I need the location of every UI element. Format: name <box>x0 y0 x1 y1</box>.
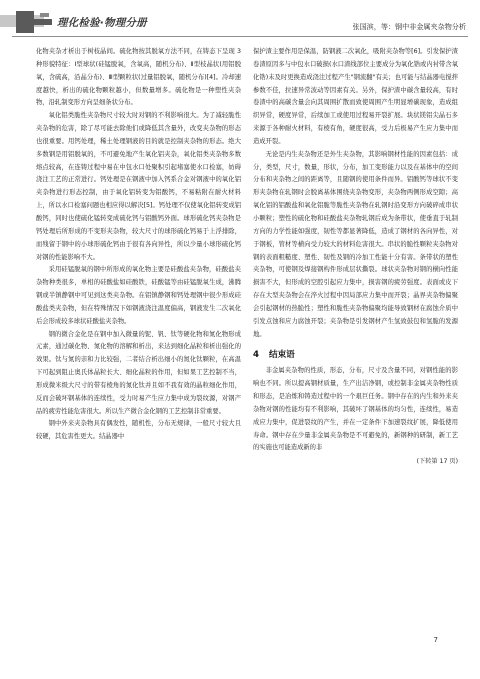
paragraph: 化物夹杂才析出于树枝晶间。硫化物按其脱氧方法不同，在铸态下呈现 3 种形貌特征：Ⅰ型球状(硅锰脱氧，含氧高，随机分布)、Ⅱ型枝晶状(用铝脱氧，含硫高，沿晶分布)、Ⅲ型颗粒状(过量铝脱氧，随机分布)[4]。冷却速度越快，析出的硫化物颗粒越小，但数量增多。硫化物是一种塑性夹杂物，沿轧制变形方向呈细条状分布。 <box>36 48 241 107</box>
page-number: 7 <box>433 636 438 644</box>
paragraph: 氧化铝类脆性夹杂物尺寸较大时对钢的不利影响很大。为了减轻脆性夹杂物的危害，除了尽可能去除他们或降低其含量外，改变夹杂物的形态也很重要。用钙处理，稀土处理钢液的目的就是控制夹杂物的形态。绝大多数钢是用铝脱氧的，不可避免地产生氧化铝夹杂，氧化铝类夹杂物多数熔点较高，在连铸过程中易在中包水口处聚积引起堵塞使水口检塞，妨碍浇注工艺的正常进行。钙处理是在钢液中加入钙系合金对钢液中的氧化铝夹杂物进行形态控制，由于氧化铝转变为铝酸钙，不易粘附在耐火材料上，所以水口检塞问题也相应得以解决[5]。钙处理不仅使氧化铝转变成铝酸钙，同时也使硫化锰转变成硫化钙与铝酸钙外面。球形硫化钙夹杂物是钙处理后所形成的不变形夹杂物，较大尺寸的球形硫化钙易于上浮排除，而残留于钢中的小球形硫化钙由于很有各向异性，所以少量小球形硫化钙对钢的性能影响不大。 <box>36 112 241 261</box>
paragraph: 钢中外来夹杂物具有偶发性，随机性，分布无规律，一般尺寸较大且较硬，其危害性更大。结晶器中 <box>36 420 241 441</box>
paragraph: 保护渣主要作用是保温，防钢液二次氧化，吸附夹杂物等[6]。引发保护渣卷渣原因多与中包水口破损(水口渣线部位主要成分为氧化锆或内衬带含氧化锆)未及时更换造成浇注过程产生"钢流翻"有关；也可能与结晶器电搅拌参数不佳，拉速异常波动等因素有关。另外，保护渣中碳含量较高，有时卷渣中的高碳含量会向其周围扩散而致使周围产生明显增碳现象，造成组织异常，硬度异常，后续加工或使用过程易开裂扩展。块状镁铝尖晶石多来源于各种耐火材料，有棱有角，硬度很高，受力后极易产生应力集中而造成开裂。 <box>253 48 458 145</box>
paragraph: 非金属夹杂物的性质，形态，分布，尺寸及含量不同，对钢性能的影响也不同。所以提高钢材质量，生产出洁净钢，或控制非金属夹杂物性质和形态，是冶炼和铸造过程中的一个艰巨任务。钢中存在的内生和外来夹杂物对钢的性能均有不利影响，其破坏了钢基体的均匀性，连续性，易造成应力集中，促进裂纹的产生，并在一定条件下加速裂纹扩展，降低使用寿命。钢中存在少量非金属夹杂物是不可避免的，新钢种的研制，新工艺的实施也可能造成新的非 <box>253 367 458 452</box>
running-head: 张国滨，等：钢中非金属夹杂物分析 <box>352 22 466 31</box>
left-column <box>36 46 241 444</box>
page-header <box>0 0 480 46</box>
section-title: 结束语 <box>268 350 295 361</box>
continuation-note: (下转第 17 页) <box>416 458 458 466</box>
section-heading <box>253 348 458 360</box>
journal-title: 理化检验·物理分册 <box>57 17 147 29</box>
right-column <box>253 46 458 465</box>
paragraph: 无论是内生夹杂物还是外生夹杂物，其影响钢材性能的因素包括：成分，类型，尺寸，数量，形状，分布，加工变形能力以及在基体中的空间分布和夹杂物之间的距离等，且随钢的使用条件而异。铝酸钙等球状不变形夹杂物在轧钢时会脱离基体围绕夹杂物变形，夹杂物两侧形成空隙；高氧化铝的铝酸盐和氧化铝脆等脆性夹杂物在轧钢时沿变形方向破碎成串状小颗粒；塑性的硫化物和硅酸盐夹杂物轧钢后成为条带状，使垂直于轧制方向的力学性能如强度，韧性等都显著降低，造成了钢材的各向异性，对于钢板，管材等横向受力较大的材料危害很大。串状的脆性颗粒夹杂物对钢的表面粗糙度、塑性、韧性及钢的冷加工性能十分有害。条带状的塑性夹杂物，可使钢及焊接钢构件形成层状撕裂。球状夹杂物对钢的横向性能损害不大，但形成的空腔引起应力集中，损害钢的疲劳强度。表面或皮下存在大型夹杂物会在淬火过程中因局部应力集中而开裂；晶界夹杂物偏聚会引起钢材的热脆性；塑性和脆性夹杂物偏聚均能导致钢材在腐蚀介质中引发点蚀和应力腐蚀开裂；夹杂物是引发钢材产生氢致鼓包和氢脆的发源地。 <box>253 150 458 338</box>
section-number: 4 <box>253 350 259 361</box>
paragraph: 采用硅锰脱氧的钢中所形成的氧化物主要是硅酸盐夹杂物，硅酸盐夹杂物种类很多，单相的硅酸盐如硅酸铁，硅酸锰等由硅锰脱氧生成，沸腾钢或半镇静钢中可见到这类夹杂物。在铝镇静钢和钙处理钢中很少形成硅酸盐类夹杂物，但在特殊情况下如钢液浇注温度偏高，钢液发生二次氧化后会形成较多球状硅酸盐夹杂物。 <box>36 266 241 325</box>
header-rule <box>12 36 468 37</box>
paragraph: 钢的微合金化是在钢中加入微量的铌、钒、钛等硬化物和氮化物形成元素，通过碳化物、氮化物的溶解和析出，来达到细化晶粒和析出强化的效果。钛与氮的亲和力比较强，二者结合析出细小的氮化钛颗粒，在高温下可起到阻止奥氏体晶粒长大、细化晶粒的作用，但如果工艺控制不当，形成微米级大尺寸的带有棱角的氮化钛并且如不我有效的晶粒细化作用，反而会破坏钢基体的连续性，受力时易产生应力集中成为裂纹源，对钢产品的疲劳性能危害很大。所以生产微合金化钢的工艺控制非常重要。 <box>36 330 241 415</box>
journal-logo-icon <box>0 8 62 34</box>
